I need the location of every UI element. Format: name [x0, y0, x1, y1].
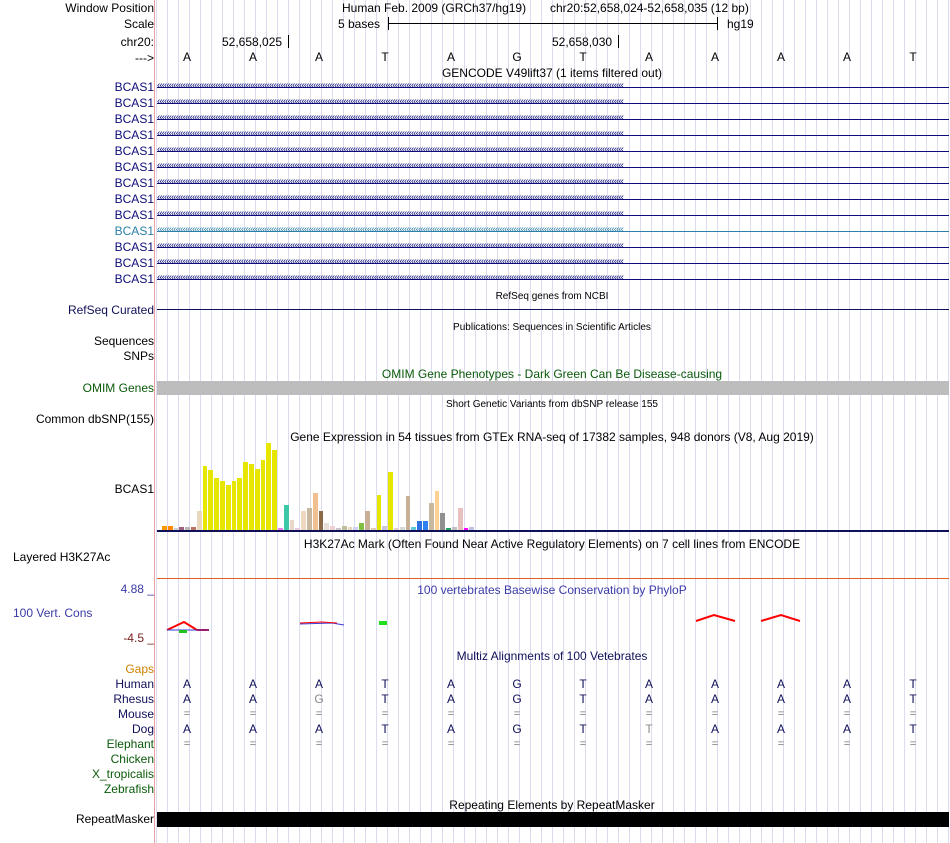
ruler-base: A: [314, 50, 323, 64]
grid-line: [728, 0, 729, 843]
ruler-base: A: [182, 50, 191, 64]
omim-bar[interactable]: [157, 381, 949, 395]
alignment-base: A: [182, 722, 191, 736]
strand-arrows: ‹‹‹‹‹‹‹‹‹‹‹‹‹‹‹‹‹‹‹‹‹‹‹‹‹‹‹‹‹‹‹‹‹‹‹‹‹‹‹‹‹‹‹‹‹‹‹‹‹‹‹‹‹‹‹‹‹‹‹‹‹‹‹‹‹‹‹‹‹‹‹‹‹‹‹‹‹‹‹‹‹‹‹‹‹‹‹‹‹‹‹‹‹‹‹‹‹‹‹‹‹‹‹‹‹‹‹‹‹‹‹‹‹‹‹‹‹‹‹‹‹‹‹‹‹‹‹‹‹‹‹‹‹‹‹‹‹‹‹‹‹‹‹‹‹‹‹‹‹‹‹‹‹‹‹‹‹‹‹‹‹‹‹‹‹‹‹‹‹‹‹‹‹‹‹‹‹‹‹‹‹‹‹‹‹‹‹‹‹‹‹‹‹‹‹‹‹‹‹‹: [157, 195, 624, 203]
gencode-gene-label[interactable]: BCAS1: [114, 224, 154, 238]
alignment-base: A: [710, 692, 719, 706]
gaps-label: Gaps: [125, 662, 154, 676]
gencode-gene-line[interactable]: [157, 147, 949, 156]
repeatmasker-title: Repeating Elements by RepeatMasker: [449, 798, 655, 812]
alignment-base: =: [843, 738, 851, 750]
alignment-base: =: [645, 738, 653, 750]
gencode-gene-line[interactable]: [157, 83, 949, 92]
gtex-tissue-bar[interactable]: [272, 450, 277, 530]
scale-bar-left-tick: [388, 17, 389, 30]
alignment-base: G: [512, 692, 522, 706]
pubs-title: Publications: Sequences in Scientific Articles: [453, 322, 651, 333]
alignment-base: T: [645, 722, 653, 736]
grid-line: [816, 0, 817, 843]
gtex-tissue-bar[interactable]: [249, 464, 254, 530]
gencode-gene-line[interactable]: [157, 195, 949, 204]
alignment-base: =: [183, 738, 191, 750]
alignment-base: A: [446, 722, 455, 736]
gtex-tissue-bar[interactable]: [417, 521, 422, 530]
grid-line: [464, 0, 465, 843]
grid-line: [420, 0, 421, 843]
gencode-gene-line[interactable]: [157, 275, 949, 284]
gtex-tissue-bar[interactable]: [440, 513, 445, 530]
omim-label[interactable]: OMIM Genes: [82, 381, 154, 395]
gtex-tissue-bar[interactable]: [359, 523, 364, 530]
gencode-gene-line[interactable]: [157, 131, 949, 140]
species-label[interactable]: X_tropicalis: [91, 767, 154, 781]
alignment-base: =: [249, 738, 257, 750]
grid-line: [409, 0, 410, 843]
repeatmasker-label[interactable]: RepeatMasker: [75, 812, 154, 826]
grid-line: [332, 0, 333, 843]
gtex-tissue-bar[interactable]: [319, 511, 324, 530]
dbsnp-title: Short Genetic Variants from dbSNP release 155: [446, 399, 658, 410]
gencode-gene-line[interactable]: [157, 99, 949, 108]
grid-line: [211, 0, 212, 843]
gtex-tissue-bar[interactable]: [435, 491, 440, 530]
phylop-peak: [167, 622, 209, 630]
grid-line: [860, 0, 861, 843]
grid-line: [365, 0, 366, 843]
gencode-gene-line[interactable]: [157, 227, 949, 236]
grid-line: [662, 0, 663, 843]
alignment-base: =: [183, 708, 191, 720]
refseq-title: RefSeq genes from NCBI: [495, 291, 609, 302]
alignment-base: =: [843, 708, 851, 720]
grid-line: [156, 0, 157, 843]
alignment-base: T: [381, 722, 389, 736]
strand-arrows: ‹‹‹‹‹‹‹‹‹‹‹‹‹‹‹‹‹‹‹‹‹‹‹‹‹‹‹‹‹‹‹‹‹‹‹‹‹‹‹‹‹‹‹‹‹‹‹‹‹‹‹‹‹‹‹‹‹‹‹‹‹‹‹‹‹‹‹‹‹‹‹‹‹‹‹‹‹‹‹‹‹‹‹‹‹‹‹‹‹‹‹‹‹‹‹‹‹‹‹‹‹‹‹‹‹‹‹‹‹‹‹‹‹‹‹‹‹‹‹‹‹‹‹‹‹‹‹‹‹‹‹‹‹‹‹‹‹‹‹‹‹‹‹‹‹‹‹‹‹‹‹‹‹‹‹‹‹‹‹‹‹‹‹‹‹‹‹‹‹‹‹‹‹‹‹‹‹‹‹‹‹‹‹‹‹‹‹‹‹‹‹‹‹‹‹‹‹‹‹‹: [157, 115, 624, 123]
position-text: chr20:52,658,024-52,658,035 (12 bp): [550, 1, 749, 15]
gencode-gene-line[interactable]: [157, 163, 949, 172]
grid-line: [948, 0, 949, 843]
ruler-base: A: [710, 50, 719, 64]
grid-line: [882, 0, 883, 843]
ruler-base: T: [381, 50, 389, 64]
grid-line: [739, 0, 740, 843]
alignment-base: A: [446, 677, 455, 691]
grid-line: [299, 0, 300, 843]
gtex-tissue-bar[interactable]: [237, 478, 242, 530]
scale-bar-right-tick: [717, 17, 718, 30]
alignment-base: =: [513, 738, 521, 750]
alignment-base: =: [711, 738, 719, 750]
coord2-text: 52,658,030: [552, 35, 613, 49]
alignment-base: A: [842, 677, 851, 691]
alignment-base: A: [776, 677, 785, 691]
alignment-base: =: [777, 738, 785, 750]
ruler-base: A: [248, 50, 257, 64]
grid-line: [761, 0, 762, 843]
strand-arrows: ‹‹‹‹‹‹‹‹‹‹‹‹‹‹‹‹‹‹‹‹‹‹‹‹‹‹‹‹‹‹‹‹‹‹‹‹‹‹‹‹‹‹‹‹‹‹‹‹‹‹‹‹‹‹‹‹‹‹‹‹‹‹‹‹‹‹‹‹‹‹‹‹‹‹‹‹‹‹‹‹‹‹‹‹‹‹‹‹‹‹‹‹‹‹‹‹‹‹‹‹‹‹‹‹‹‹‹‹‹‹‹‹‹‹‹‹‹‹‹‹‹‹‹‹‹‹‹‹‹‹‹‹‹‹‹‹‹‹‹‹‹‹‹‹‹‹‹‹‹‹‹‹‹‹‹‹‹‹‹‹‹‹‹‹‹‹‹‹‹‹‹‹‹‹‹‹‹‹‹‹‹‹‹‹‹‹‹‹‹‹‹‹‹‹‹‹‹‹‹‹: [157, 163, 624, 171]
alignment-base: T: [579, 677, 587, 691]
grid-line: [200, 0, 201, 843]
alignment-base: A: [710, 677, 719, 691]
alignment-base: =: [315, 708, 323, 720]
window-position-label: Window Position: [65, 1, 154, 15]
strand-arrows: ‹‹‹‹‹‹‹‹‹‹‹‹‹‹‹‹‹‹‹‹‹‹‹‹‹‹‹‹‹‹‹‹‹‹‹‹‹‹‹‹‹‹‹‹‹‹‹‹‹‹‹‹‹‹‹‹‹‹‹‹‹‹‹‹‹‹‹‹‹‹‹‹‹‹‹‹‹‹‹‹‹‹‹‹‹‹‹‹‹‹‹‹‹‹‹‹‹‹‹‹‹‹‹‹‹‹‹‹‹‹‹‹‹‹‹‹‹‹‹‹‹‹‹‹‹‹‹‹‹‹‹‹‹‹‹‹‹‹‹‹‹‹‹‹‹‹‹‹‹‹‹‹‹‹‹‹‹‹‹‹‹‹‹‹‹‹‹‹‹‹‹‹‹‹‹‹‹‹‹‹‹‹‹‹‹‹‹‹‹‹‹‹‹‹‹‹‹‹‹‹: [157, 131, 624, 139]
ruler-base: T: [909, 50, 917, 64]
species-label[interactable]: Zebrafish: [103, 782, 154, 796]
grid-line: [277, 0, 278, 843]
grid-line: [497, 0, 498, 843]
grid-line: [552, 0, 553, 843]
grid-line: [475, 0, 476, 843]
gtex-label[interactable]: BCAS1: [114, 482, 154, 496]
phylop-line: [300, 623, 344, 625]
grid-line: [629, 0, 630, 843]
grid-line: [541, 0, 542, 843]
ruler-base: A: [446, 50, 455, 64]
gtex-tissue-bar[interactable]: [220, 481, 225, 530]
grid-line: [167, 0, 168, 843]
alignment-base: A: [710, 722, 719, 736]
gtex-tissue-bar[interactable]: [365, 511, 370, 530]
gtex-tissue-bar[interactable]: [458, 508, 463, 530]
grid-line: [794, 0, 795, 843]
strand-label: --->: [135, 51, 154, 65]
grid-line: [937, 0, 938, 843]
omim-title: OMIM Gene Phenotypes - Dark Green Can Be Disease-causing: [381, 367, 723, 381]
gtex-tissue-bar[interactable]: [266, 443, 271, 530]
alignment-base: =: [447, 738, 455, 750]
alignment-base: =: [909, 738, 917, 750]
alignment-base: A: [776, 722, 785, 736]
alignment-base: =: [909, 708, 917, 720]
ruler-base: A: [776, 50, 785, 64]
gencode-gene-label[interactable]: BCAS1: [114, 96, 154, 110]
gtex-baseline: [157, 530, 949, 532]
species-label[interactable]: Dog: [131, 722, 154, 736]
alignment-base: =: [711, 708, 719, 720]
phylop-min: -4.5 _: [123, 631, 154, 645]
alignment-base: T: [579, 692, 587, 706]
strand-arrows: ‹‹‹‹‹‹‹‹‹‹‹‹‹‹‹‹‹‹‹‹‹‹‹‹‹‹‹‹‹‹‹‹‹‹‹‹‹‹‹‹‹‹‹‹‹‹‹‹‹‹‹‹‹‹‹‹‹‹‹‹‹‹‹‹‹‹‹‹‹‹‹‹‹‹‹‹‹‹‹‹‹‹‹‹‹‹‹‹‹‹‹‹‹‹‹‹‹‹‹‹‹‹‹‹‹‹‹‹‹‹‹‹‹‹‹‹‹‹‹‹‹‹‹‹‹‹‹‹‹‹‹‹‹‹‹‹‹‹‹‹‹‹‹‹‹‹‹‹‹‹‹‹‹‹‹‹‹‹‹‹‹‹‹‹‹‹‹‹‹‹‹‹‹‹‹‹‹‹‹‹‹‹‹‹‹‹‹‹‹‹‹‹‹‹‹‹‹‹‹‹: [157, 227, 624, 235]
alignment-base: A: [776, 692, 785, 706]
assembly-text: Human Feb. 2009 (GRCh37/hg19): [342, 1, 527, 15]
alignment-base: T: [909, 677, 917, 691]
grid-line: [343, 0, 344, 843]
gencode-gene-line[interactable]: [157, 259, 949, 268]
ruler-base: A: [644, 50, 653, 64]
grid-line: [431, 0, 432, 843]
strand-arrows: ‹‹‹‹‹‹‹‹‹‹‹‹‹‹‹‹‹‹‹‹‹‹‹‹‹‹‹‹‹‹‹‹‹‹‹‹‹‹‹‹‹‹‹‹‹‹‹‹‹‹‹‹‹‹‹‹‹‹‹‹‹‹‹‹‹‹‹‹‹‹‹‹‹‹‹‹‹‹‹‹‹‹‹‹‹‹‹‹‹‹‹‹‹‹‹‹‹‹‹‹‹‹‹‹‹‹‹‹‹‹‹‹‹‹‹‹‹‹‹‹‹‹‹‹‹‹‹‹‹‹‹‹‹‹‹‹‹‹‹‹‹‹‹‹‹‹‹‹‹‹‹‹‹‹‹‹‹‹‹‹‹‹‹‹‹‹‹‹‹‹‹‹‹‹‹‹‹‹‹‹‹‹‹‹‹‹‹‹‹‹‹‹‹‹‹‹‹‹‹‹: [157, 147, 624, 155]
species-label[interactable]: Elephant: [106, 737, 154, 751]
grid-line: [288, 0, 289, 843]
gtex-tissue-bar[interactable]: [203, 466, 208, 530]
strand-arrows: ‹‹‹‹‹‹‹‹‹‹‹‹‹‹‹‹‹‹‹‹‹‹‹‹‹‹‹‹‹‹‹‹‹‹‹‹‹‹‹‹‹‹‹‹‹‹‹‹‹‹‹‹‹‹‹‹‹‹‹‹‹‹‹‹‹‹‹‹‹‹‹‹‹‹‹‹‹‹‹‹‹‹‹‹‹‹‹‹‹‹‹‹‹‹‹‹‹‹‹‹‹‹‹‹‹‹‹‹‹‹‹‹‹‹‹‹‹‹‹‹‹‹‹‹‹‹‹‹‹‹‹‹‹‹‹‹‹‹‹‹‹‹‹‹‹‹‹‹‹‹‹‹‹‹‹‹‹‹‹‹‹‹‹‹‹‹‹‹‹‹‹‹‹‹‹‹‹‹‹‹‹‹‹‹‹‹‹‹‹‹‹‹‹‹‹‹‹‹‹‹: [157, 179, 624, 187]
track-grid: [156, 0, 950, 843]
phylop-low: [179, 630, 187, 633]
gencode-gene-line[interactable]: [157, 243, 949, 252]
alignment-base: =: [645, 708, 653, 720]
gencode-gene-label[interactable]: BCAS1: [114, 176, 154, 190]
alignment-base: G: [314, 692, 324, 706]
scale-label: Scale: [123, 17, 154, 31]
h3k27ac-title: H3K27Ac Mark (Often Found Near Active Regulatory Elements) on 7 cell lines from ENCODE: [303, 537, 801, 551]
grid-line: [893, 0, 894, 843]
species-label[interactable]: Mouse: [117, 707, 154, 721]
alignment-base: T: [579, 722, 587, 736]
ruler-base: T: [579, 50, 587, 64]
alignment-base: A: [842, 722, 851, 736]
grid-line: [618, 0, 619, 843]
alignment-base: T: [909, 692, 917, 706]
multiz-title: Multiz Alignments of 100 Vetebrates: [456, 649, 648, 663]
gtex-tissue-bar[interactable]: [301, 511, 306, 530]
coord2-tick: [618, 35, 619, 48]
strand-arrows: ‹‹‹‹‹‹‹‹‹‹‹‹‹‹‹‹‹‹‹‹‹‹‹‹‹‹‹‹‹‹‹‹‹‹‹‹‹‹‹‹‹‹‹‹‹‹‹‹‹‹‹‹‹‹‹‹‹‹‹‹‹‹‹‹‹‹‹‹‹‹‹‹‹‹‹‹‹‹‹‹‹‹‹‹‹‹‹‹‹‹‹‹‹‹‹‹‹‹‹‹‹‹‹‹‹‹‹‹‹‹‹‹‹‹‹‹‹‹‹‹‹‹‹‹‹‹‹‹‹‹‹‹‹‹‹‹‹‹‹‹‹‹‹‹‹‹‹‹‹‹‹‹‹‹‹‹‹‹‹‹‹‹‹‹‹‹‹‹‹‹‹‹‹‹‹‹‹‹‹‹‹‹‹‹‹‹‹‹‹‹‹‹‹‹‹‹‹‹‹‹: [157, 99, 624, 107]
gencode-gene-label[interactable]: BCAS1: [114, 128, 154, 142]
alignment-base: A: [314, 722, 323, 736]
grid-line: [673, 0, 674, 843]
alignment-base: A: [248, 722, 257, 736]
alignment-base: A: [248, 692, 257, 706]
alignment-base: =: [513, 708, 521, 720]
gtex-tissue-bar[interactable]: [313, 493, 318, 530]
dbsnp-label[interactable]: Common dbSNP(155): [35, 412, 154, 426]
label-divider: [154, 0, 155, 843]
scale-bar: [388, 23, 717, 24]
strand-arrows: ‹‹‹‹‹‹‹‹‹‹‹‹‹‹‹‹‹‹‹‹‹‹‹‹‹‹‹‹‹‹‹‹‹‹‹‹‹‹‹‹‹‹‹‹‹‹‹‹‹‹‹‹‹‹‹‹‹‹‹‹‹‹‹‹‹‹‹‹‹‹‹‹‹‹‹‹‹‹‹‹‹‹‹‹‹‹‹‹‹‹‹‹‹‹‹‹‹‹‹‹‹‹‹‹‹‹‹‹‹‹‹‹‹‹‹‹‹‹‹‹‹‹‹‹‹‹‹‹‹‹‹‹‹‹‹‹‹‹‹‹‹‹‹‹‹‹‹‹‹‹‹‹‹‹‹‹‹‹‹‹‹‹‹‹‹‹‹‹‹‹‹‹‹‹‹‹‹‹‹‹‹‹‹‹‹‹‹‹‹‹‹‹‹‹‹‹‹‹‹‹: [157, 211, 624, 219]
alignment-base: =: [777, 708, 785, 720]
gencode-gene-label[interactable]: BCAS1: [114, 80, 154, 94]
species-label[interactable]: Rhesus: [113, 692, 154, 706]
grid-line: [486, 0, 487, 843]
gencode-gene-label[interactable]: BCAS1: [114, 256, 154, 270]
grid-line: [871, 0, 872, 843]
scale-text: 5 bases: [338, 17, 381, 31]
alignment-base: G: [512, 677, 522, 691]
gtex-tissue-bar[interactable]: [377, 495, 382, 530]
grid-line: [354, 0, 355, 843]
grid-line: [398, 0, 399, 843]
alignment-base: A: [182, 677, 191, 691]
snps-label[interactable]: SNPs: [123, 349, 154, 363]
alignment-base: A: [644, 677, 653, 691]
grid-line: [563, 0, 564, 843]
alignment-base: A: [842, 692, 851, 706]
phylop-plot[interactable]: [157, 610, 949, 640]
alignment-base: T: [381, 692, 389, 706]
gencode-gene-line[interactable]: [157, 179, 949, 188]
sequences-label[interactable]: Sequences: [93, 334, 154, 348]
repeatmasker-bar[interactable]: [157, 812, 949, 827]
h3k27ac-line: [157, 578, 949, 579]
alignment-base: =: [315, 738, 323, 750]
gtex-tissue-bar[interactable]: [423, 521, 428, 530]
alignment-base: =: [447, 708, 455, 720]
refseq-label[interactable]: RefSeq Curated: [67, 303, 154, 317]
gtex-tissue-bar[interactable]: [429, 503, 434, 530]
alignment-base: A: [182, 692, 191, 706]
gtex-tissue-bar[interactable]: [324, 523, 329, 530]
gtex-tissue-bar[interactable]: [208, 470, 213, 530]
alignment-base: A: [446, 692, 455, 706]
coord1-tick: [288, 35, 289, 48]
alignment-base: =: [381, 738, 389, 750]
phylop-peak: [696, 615, 735, 621]
chrom-label: chr20:: [120, 35, 154, 49]
gtex-tissue-bar[interactable]: [255, 469, 260, 530]
gtex-tissue-bar[interactable]: [307, 508, 312, 530]
alignment-base: A: [644, 692, 653, 706]
grid-line: [750, 0, 751, 843]
grid-line: [684, 0, 685, 843]
strand-arrows: ‹‹‹‹‹‹‹‹‹‹‹‹‹‹‹‹‹‹‹‹‹‹‹‹‹‹‹‹‹‹‹‹‹‹‹‹‹‹‹‹‹‹‹‹‹‹‹‹‹‹‹‹‹‹‹‹‹‹‹‹‹‹‹‹‹‹‹‹‹‹‹‹‹‹‹‹‹‹‹‹‹‹‹‹‹‹‹‹‹‹‹‹‹‹‹‹‹‹‹‹‹‹‹‹‹‹‹‹‹‹‹‹‹‹‹‹‹‹‹‹‹‹‹‹‹‹‹‹‹‹‹‹‹‹‹‹‹‹‹‹‹‹‹‹‹‹‹‹‹‹‹‹‹‹‹‹‹‹‹‹‹‹‹‹‹‹‹‹‹‹‹‹‹‹‹‹‹‹‹‹‹‹‹‹‹‹‹‹‹‹‹‹‹‹‹‹‹‹‹‹: [157, 259, 624, 267]
ruler-base: G: [512, 50, 522, 64]
gtex-tissue-bar[interactable]: [290, 520, 295, 530]
grid-line: [596, 0, 597, 843]
grid-line: [222, 0, 223, 843]
grid-line: [530, 0, 531, 843]
gencode-gene-label[interactable]: BCAS1: [114, 192, 154, 206]
strand-arrows: ‹‹‹‹‹‹‹‹‹‹‹‹‹‹‹‹‹‹‹‹‹‹‹‹‹‹‹‹‹‹‹‹‹‹‹‹‹‹‹‹‹‹‹‹‹‹‹‹‹‹‹‹‹‹‹‹‹‹‹‹‹‹‹‹‹‹‹‹‹‹‹‹‹‹‹‹‹‹‹‹‹‹‹‹‹‹‹‹‹‹‹‹‹‹‹‹‹‹‹‹‹‹‹‹‹‹‹‹‹‹‹‹‹‹‹‹‹‹‹‹‹‹‹‹‹‹‹‹‹‹‹‹‹‹‹‹‹‹‹‹‹‹‹‹‹‹‹‹‹‹‹‹‹‹‹‹‹‹‹‹‹‹‹‹‹‹‹‹‹‹‹‹‹‹‹‹‹‹‹‹‹‹‹‹‹‹‹‹‹‹‹‹‹‹‹‹‹‹‹‹: [157, 243, 624, 251]
alignment-base: A: [314, 677, 323, 691]
refseq-gene-line[interactable]: [157, 309, 949, 310]
gtex-tissue-bar[interactable]: [226, 485, 231, 530]
db-text: hg19: [727, 17, 754, 31]
gencode-gene-label[interactable]: BCAS1: [114, 272, 154, 286]
strand-arrows: ‹‹‹‹‹‹‹‹‹‹‹‹‹‹‹‹‹‹‹‹‹‹‹‹‹‹‹‹‹‹‹‹‹‹‹‹‹‹‹‹‹‹‹‹‹‹‹‹‹‹‹‹‹‹‹‹‹‹‹‹‹‹‹‹‹‹‹‹‹‹‹‹‹‹‹‹‹‹‹‹‹‹‹‹‹‹‹‹‹‹‹‹‹‹‹‹‹‹‹‹‹‹‹‹‹‹‹‹‹‹‹‹‹‹‹‹‹‹‹‹‹‹‹‹‹‹‹‹‹‹‹‹‹‹‹‹‹‹‹‹‹‹‹‹‹‹‹‹‹‹‹‹‹‹‹‹‹‹‹‹‹‹‹‹‹‹‹‹‹‹‹‹‹‹‹‹‹‹‹‹‹‹‹‹‹‹‹‹‹‹‹‹‹‹‹‹‹‹‹‹: [157, 83, 624, 91]
alignment-base: A: [248, 677, 257, 691]
gencode-gene-label[interactable]: BCAS1: [114, 208, 154, 222]
gtex-tissue-bar[interactable]: [406, 496, 411, 530]
coord1-text: 52,658,025: [222, 35, 283, 49]
gtex-title: Gene Expression in 54 tissues from GTEx RNA-seq of 17382 samples, 948 donors (V8, Aug 2019): [290, 430, 814, 444]
phylop-label[interactable]: 100 Vert. Cons: [13, 606, 93, 620]
gtex-tissue-bar[interactable]: [388, 472, 393, 530]
gencode-gene-label[interactable]: BCAS1: [114, 112, 154, 126]
ruler-base: A: [842, 50, 851, 64]
gencode-title: GENCODE V49lift37 (1 items filtered out): [441, 66, 663, 80]
h3k27ac-label[interactable]: Layered H3K27Ac: [13, 550, 111, 564]
alignment-base: =: [579, 738, 587, 750]
phylop-peak: [761, 615, 800, 621]
grid-line: [607, 0, 608, 843]
grid-line: [695, 0, 696, 843]
alignment-base: T: [381, 677, 389, 691]
gtex-tissue-bar[interactable]: [284, 505, 289, 530]
gtex-tissue-bar[interactable]: [197, 511, 202, 530]
gencode-gene-line[interactable]: [157, 211, 949, 220]
strand-arrows: ‹‹‹‹‹‹‹‹‹‹‹‹‹‹‹‹‹‹‹‹‹‹‹‹‹‹‹‹‹‹‹‹‹‹‹‹‹‹‹‹‹‹‹‹‹‹‹‹‹‹‹‹‹‹‹‹‹‹‹‹‹‹‹‹‹‹‹‹‹‹‹‹‹‹‹‹‹‹‹‹‹‹‹‹‹‹‹‹‹‹‹‹‹‹‹‹‹‹‹‹‹‹‹‹‹‹‹‹‹‹‹‹‹‹‹‹‹‹‹‹‹‹‹‹‹‹‹‹‹‹‹‹‹‹‹‹‹‹‹‹‹‹‹‹‹‹‹‹‹‹‹‹‹‹‹‹‹‹‹‹‹‹‹‹‹‹‹‹‹‹‹‹‹‹‹‹‹‹‹‹‹‹‹‹‹‹‹‹‹‹‹‹‹‹‹‹‹‹‹‹: [157, 275, 624, 283]
species-label[interactable]: Chicken: [110, 752, 154, 766]
grid-line: [266, 0, 267, 843]
gtex-tissue-bar[interactable]: [261, 460, 266, 530]
gtex-tissue-bar[interactable]: [243, 462, 248, 530]
species-label[interactable]: Human: [115, 677, 154, 691]
phylop-line: [300, 622, 337, 623]
grid-line: [926, 0, 927, 843]
gencode-gene-label[interactable]: BCAS1: [114, 160, 154, 174]
gencode-gene-label[interactable]: BCAS1: [114, 240, 154, 254]
gtex-tissue-bar[interactable]: [232, 481, 237, 530]
grid-line: [827, 0, 828, 843]
alignment-base: =: [249, 708, 257, 720]
alignment-base: T: [909, 722, 917, 736]
alignment-base: G: [512, 722, 522, 736]
gencode-gene-label[interactable]: BCAS1: [114, 144, 154, 158]
phylop-title: 100 vertebrates Basewise Conservation by PhyloP: [417, 583, 687, 597]
phylop-low: [379, 621, 387, 625]
alignment-base: =: [579, 708, 587, 720]
gtex-tissue-bar[interactable]: [214, 478, 219, 530]
grid-line: [233, 0, 234, 843]
grid-line: [805, 0, 806, 843]
alignment-base: =: [381, 708, 389, 720]
phylop-max: 4.88 _: [120, 582, 154, 596]
gencode-gene-line[interactable]: [157, 115, 949, 124]
